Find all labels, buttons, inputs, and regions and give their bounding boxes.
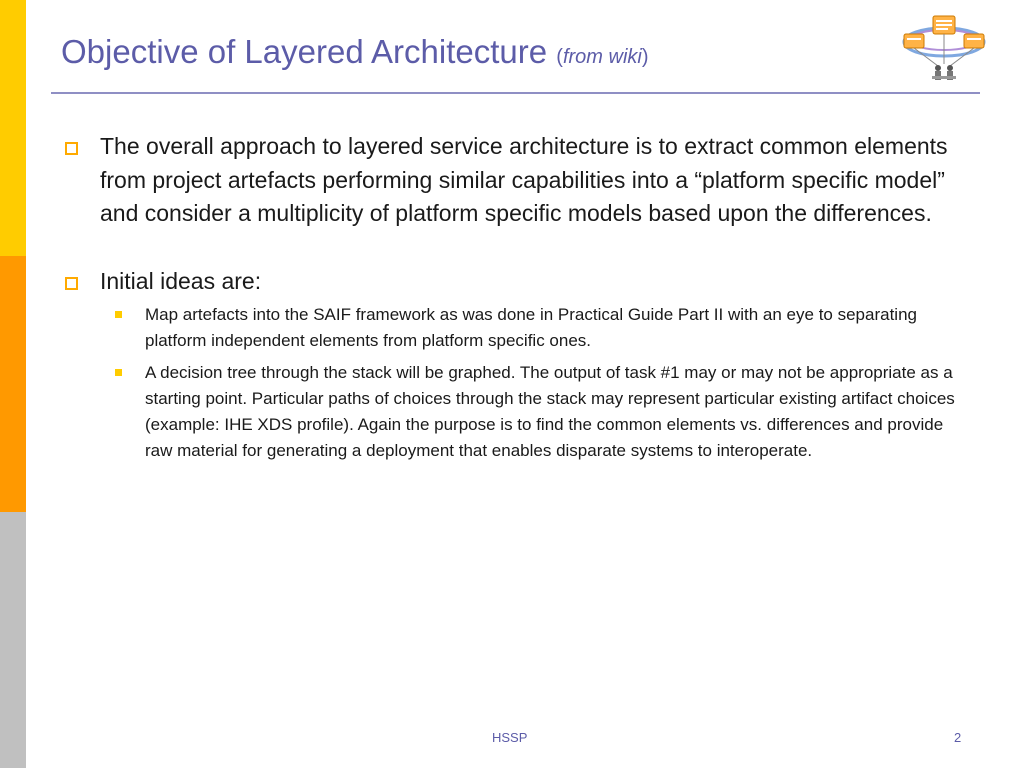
sub-bullet-decision-tree-text: A decision tree through the stack will be graphed. The output of task #1 may or may not be appropriate as a starting point. Particular paths of choices through the stack may represent particular existing artifact choices (example: IHE XDS profile). Again the purpose is to find the common elements vs. differences and provide raw material for generating a deployment that enables disparate systems to interoperate.: [145, 363, 955, 460]
bullet-initial-ideas: [62, 265, 962, 299]
slide-body: [62, 130, 962, 470]
slide-title-main: Objective of Layered Architecture: [61, 33, 548, 70]
bullet-approach-text: The overall approach to layered service architecture is to extract common elements from project artefacts performing similar capabilities into a “platform specific model” and consider a multiplicity of platform specific models based upon the differences.: [100, 133, 948, 226]
sidebar-decoration: [0, 0, 26, 768]
sub-bullet-square-icon: [115, 369, 122, 376]
bullet-approach: [62, 130, 962, 231]
page-number: 2: [954, 730, 962, 745]
sidebar-segment-gray: [0, 512, 26, 768]
slide-title-source: (from wiki): [556, 46, 649, 68]
slide-title: [61, 32, 649, 77]
sidebar-segment-yellow: [0, 0, 26, 256]
bullet-square-icon: [65, 142, 78, 155]
layered-architecture-logo-icon: [898, 10, 990, 86]
bullet-initial-ideas-text: Initial ideas are:: [100, 267, 262, 294]
sub-bullet-saif-mapping-text: Map artefacts into the SAIF framework as was done in Practical Guide Part II with an eye to separating platform independent elements from platform specific ones.: [145, 305, 917, 350]
title-divider: [51, 92, 980, 94]
initial-ideas-sublist: [62, 302, 962, 464]
sub-bullet-square-icon: [115, 311, 122, 318]
footer-label: HSSP: [492, 730, 528, 745]
sub-bullet-decision-tree: [145, 360, 962, 464]
sidebar-segment-orange: [0, 256, 26, 512]
bullet-square-icon: [65, 277, 78, 290]
sub-bullet-saif-mapping: [145, 302, 962, 354]
slide-title-source-text: from wiki: [562, 46, 642, 68]
